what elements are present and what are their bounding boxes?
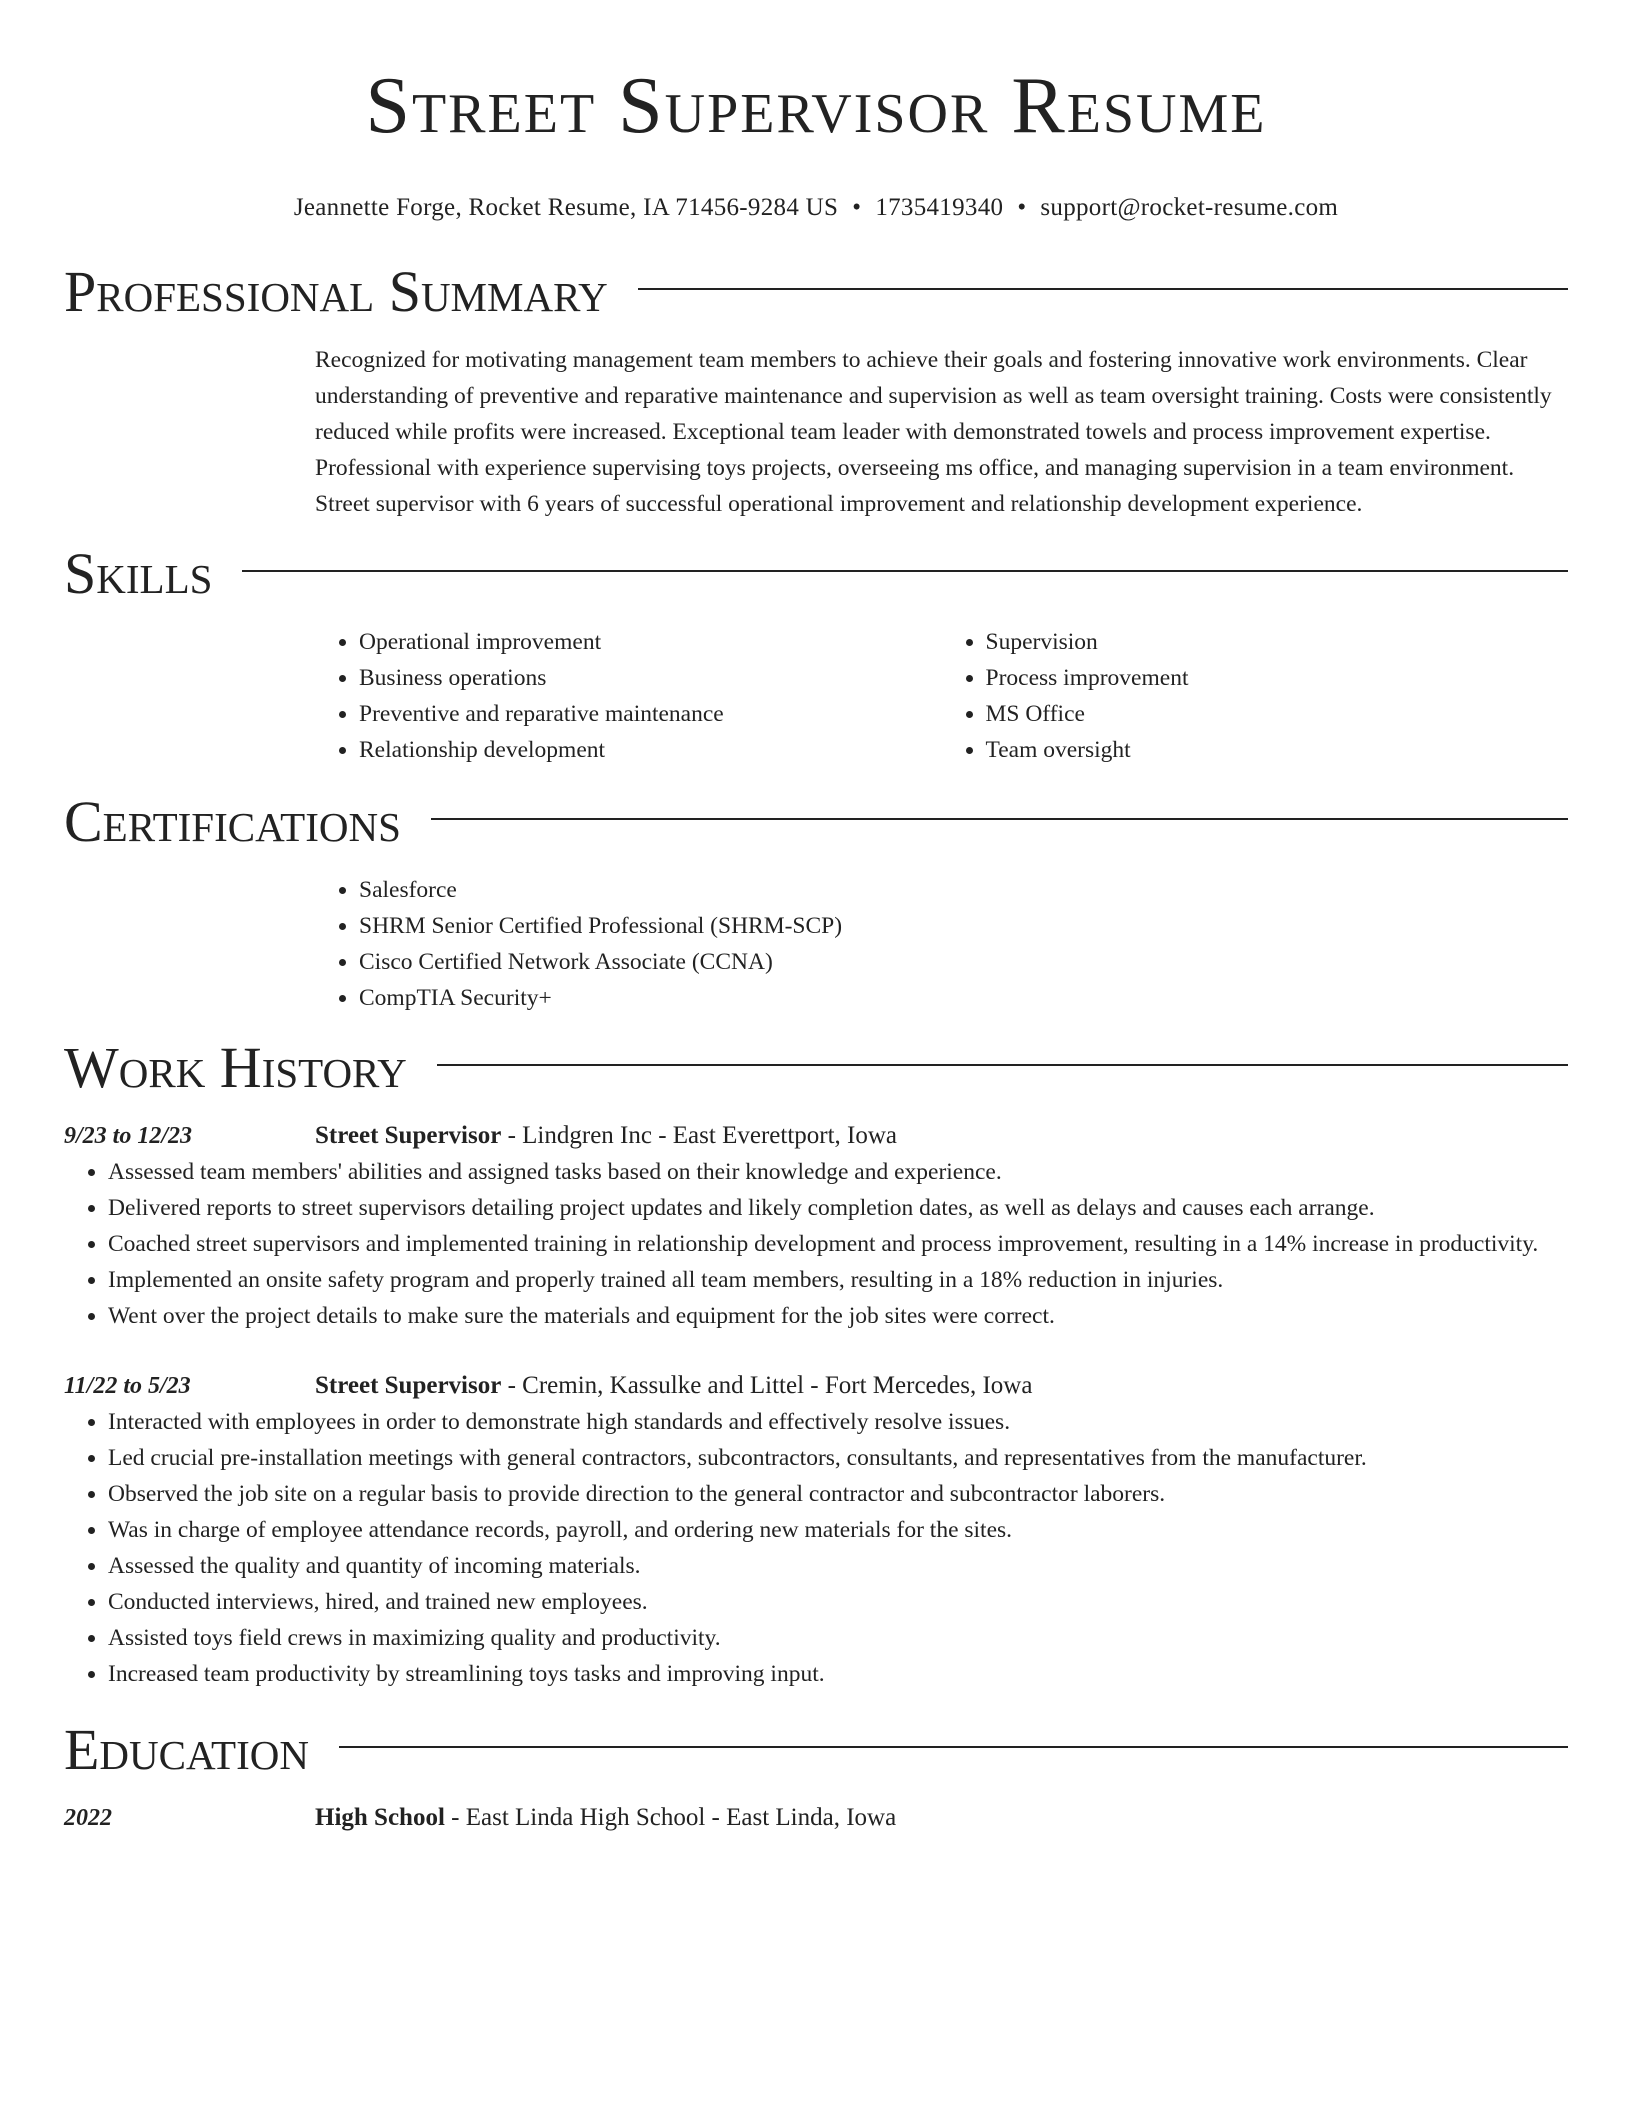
contact-phone: 1735419340 [875, 194, 1004, 221]
summary-body [315, 342, 1568, 522]
certifications-section-header [64, 790, 1568, 854]
job-title: Street Supervisor [315, 1372, 502, 1399]
contact-address: Jeannette Forge, Rocket Resume, IA 71456-9284 US [293, 194, 839, 221]
work-section-header [64, 1036, 1568, 1100]
job-duty: • Was in charge of employee attendance records, payroll, and ordering new materials for the sites. [108, 1512, 1568, 1548]
job-duty: • Delivered reports to street supervisors detailing project updates and likely completion dates, as well as delays and causes each arrange. [108, 1190, 1568, 1226]
work-section-title: Work History [64, 1035, 407, 1100]
job-duty: • Observed the job site on a regular basis to provide direction to the general contractor and subcontractor laborers. [108, 1476, 1568, 1512]
job-heading [315, 1118, 897, 1154]
job-duty: • Assessed the quality and quantity of incoming materials. [108, 1548, 1568, 1584]
skills-column-left [315, 624, 942, 768]
section-divider [242, 570, 1568, 572]
skill-item: • Operational improvement [359, 624, 942, 660]
contact-line [64, 192, 1568, 224]
skills-section-title: Skills [64, 541, 213, 606]
summary-section-title: Professional Summary [64, 259, 608, 324]
education-school-location: - East Linda High School - East Linda, Iowa [444, 1804, 897, 1831]
certification-item: • SHRM Senior Certified Professional (SHRM-SCP) [359, 908, 1568, 944]
skill-item: • Process improvement [986, 660, 1569, 696]
contact-separator: • [1017, 194, 1027, 221]
resume-page [64, 0, 1568, 1836]
education-section-title: Education [64, 1717, 309, 1782]
job-dates: 11/22 to 5/23 [64, 1373, 191, 1399]
job-heading [315, 1368, 1032, 1404]
certification-item: • Cisco Certified Network Associate (CCNA) [359, 944, 1568, 980]
education-heading [315, 1800, 896, 1836]
job-entry [64, 1368, 1568, 1692]
certification-item: • Salesforce [359, 872, 1568, 908]
summary-section-header [64, 260, 1568, 324]
section-divider [437, 1064, 1568, 1066]
contact-separator: • [852, 194, 862, 221]
summary-text: Recognized for motivating management team members to achieve their goals and fostering innovative work environments. Clear understanding of preventive and reparative maintenance and supervision as well as team oversight training. Costs were consistently reduced while profits were increased. Exceptional team leader with demonstrated towels and process improvement expertise. Professional with experience supervising toys projects, overseeing ms office, and managing supervision in a team environment. Street supervisor with 6 years of successful operational improvement and relationship development experience. [315, 347, 1552, 517]
job-duty: • Assisted toys field crews in maximizing quality and productivity. [108, 1620, 1568, 1656]
education-entry [64, 1800, 1568, 1836]
skills-list [315, 624, 1568, 768]
certifications-list [315, 872, 1568, 1016]
section-divider [638, 288, 1568, 290]
skill-item: • Supervision [986, 624, 1569, 660]
skills-column-right [942, 624, 1569, 768]
job-dates: 9/23 to 12/23 [64, 1123, 193, 1149]
skill-item: • Business operations [359, 660, 942, 696]
job-company-location: - Lindgren Inc - East Everettport, Iowa [501, 1122, 898, 1149]
section-divider [339, 1746, 1568, 1748]
section-divider [431, 818, 1568, 820]
job-duty: • Led crucial pre-installation meetings with general contractors, subcontractors, consultants, and representatives from the manufacturer. [108, 1440, 1568, 1476]
resume-title: Street Supervisor Resume [365, 62, 1267, 150]
job-duty: • Coached street supervisors and implemented training in relationship development and process improvement, resulting in a 14% increase in productivity. [108, 1226, 1568, 1262]
skill-item: • MS Office [986, 696, 1569, 732]
skill-item: • Team oversight [986, 732, 1569, 768]
job-duty: • Interacted with employees in order to demonstrate high standards and effectively resolve issues. [108, 1404, 1568, 1440]
skill-item: • Relationship development [359, 732, 942, 768]
job-title: Street Supervisor [315, 1122, 502, 1149]
skill-item: • Preventive and reparative maintenance [359, 696, 942, 732]
education-section-header [64, 1718, 1568, 1782]
job-duty: • Conducted interviews, hired, and trained new employees. [108, 1584, 1568, 1620]
certifications-section-title: Certifications [64, 789, 401, 854]
skills-section-header [64, 542, 1568, 606]
job-duty: • Implemented an onsite safety program and properly trained all team members, resulting in a 18% reduction in injuries. [108, 1262, 1568, 1298]
job-duty: • Went over the project details to make sure the materials and equipment for the job sites were correct. [108, 1298, 1568, 1334]
education-degree: High School [315, 1804, 445, 1831]
job-entry [64, 1118, 1568, 1334]
job-duties [64, 1154, 1568, 1334]
job-duties [64, 1404, 1568, 1692]
job-company-location: - Cremin, Kassulke and Littel - Fort Mercedes, Iowa [501, 1372, 1033, 1399]
education-year: 2022 [64, 1805, 112, 1831]
job-duty: • Increased team productivity by streamlining toys tasks and improving input. [108, 1656, 1568, 1692]
contact-email[interactable]: support@rocket-resume.com [1040, 194, 1339, 221]
certification-item: • CompTIA Security+ [359, 980, 1568, 1016]
job-duty: • Assessed team members' abilities and assigned tasks based on their knowledge and experience. [108, 1154, 1568, 1190]
